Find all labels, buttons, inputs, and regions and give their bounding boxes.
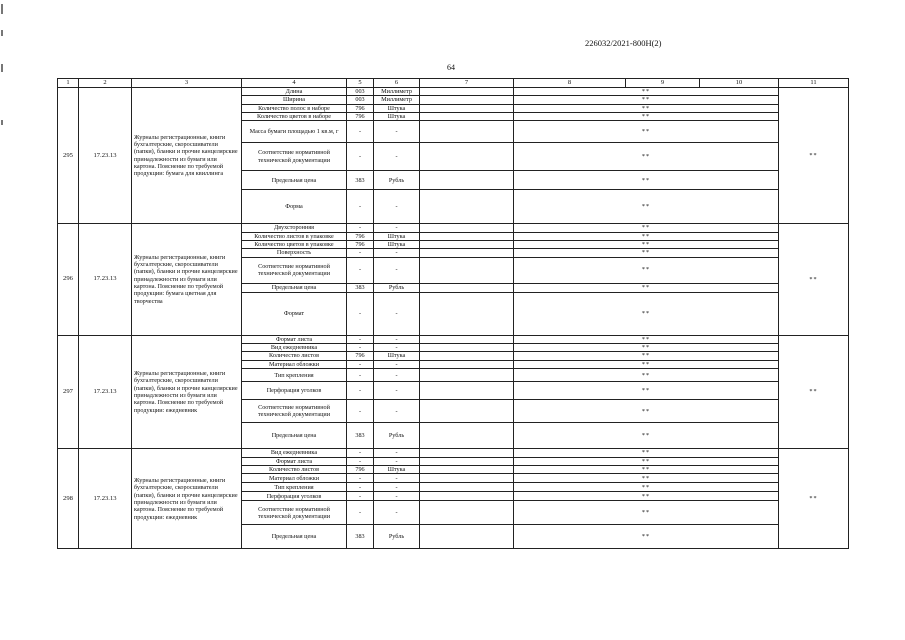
- unit-name: -: [374, 292, 420, 335]
- unit-name: Штука: [374, 112, 420, 120]
- okei-code: -: [347, 369, 374, 382]
- stars-value: **: [514, 96, 779, 104]
- unit-name: -: [374, 121, 420, 143]
- column-number: 8: [514, 79, 626, 88]
- okei-code: 383: [347, 283, 374, 292]
- product-name: Журналы регистрационные, книги бухгалтерские, скоросшиватели (папки), бланки и прочие канцелярские принадлежности из бумаги или картона. Пояснение по требуемой продукции: ежедневник: [132, 449, 242, 549]
- okei-code: 796: [347, 112, 374, 120]
- stars-value: **: [514, 423, 779, 449]
- column-7-value: [420, 335, 514, 343]
- stars-value: **: [514, 292, 779, 335]
- characteristic-name: Предельная цена: [242, 423, 347, 449]
- characteristic-name: Количество полос в наборе: [242, 104, 347, 112]
- unit-name: -: [374, 369, 420, 382]
- okei-code: 796: [347, 104, 374, 112]
- stars-value: **: [514, 449, 779, 457]
- stars-value: **: [514, 240, 779, 248]
- okei-code: 796: [347, 232, 374, 240]
- characteristic-name: Формат листа: [242, 335, 347, 343]
- characteristic-name: Соответствие нормативной технической документации: [242, 143, 347, 171]
- characteristic-name: Перфорация уголков: [242, 382, 347, 400]
- okei-code: -: [347, 400, 374, 423]
- okei-code: -: [347, 343, 374, 351]
- column-7-value: [420, 492, 514, 501]
- column-7-value: [420, 121, 514, 143]
- unit-name: Рубль: [374, 423, 420, 449]
- okei-code: -: [347, 121, 374, 143]
- characteristic-name: Количество листов в упаковке: [242, 232, 347, 240]
- stars-value: **: [514, 171, 779, 190]
- stars-value: **: [514, 343, 779, 351]
- characteristic-name: Материал обложки: [242, 361, 347, 369]
- stars-value: **: [779, 224, 849, 335]
- stars-value: **: [514, 88, 779, 96]
- stars-value: **: [779, 88, 849, 224]
- characteristic-name: Предельная цена: [242, 283, 347, 292]
- okei-code: 796: [347, 466, 374, 474]
- okei-code: 796: [347, 352, 374, 361]
- stars-value: **: [779, 449, 849, 549]
- okei-code: 383: [347, 171, 374, 190]
- stars-value: **: [514, 335, 779, 343]
- column-7-value: [420, 369, 514, 382]
- column-7-value: [420, 143, 514, 171]
- okpd-code: 17.23.13: [79, 449, 132, 549]
- column-number: 2: [79, 79, 132, 88]
- unit-name: -: [374, 492, 420, 501]
- okpd-code: 17.23.13: [79, 335, 132, 449]
- stars-value: **: [514, 361, 779, 369]
- characteristic-name: Количество цветов в упаковке: [242, 240, 347, 248]
- okpd-code: 17.23.13: [79, 88, 132, 224]
- column-number: 6: [374, 79, 420, 88]
- table-row: [58, 335, 849, 343]
- column-number: 1: [58, 79, 79, 88]
- column-7-value: [420, 232, 514, 240]
- characteristic-name: Количество листов: [242, 466, 347, 474]
- characteristic-name: Предельная цена: [242, 525, 347, 549]
- stars-value: **: [514, 525, 779, 549]
- stars-value: **: [514, 232, 779, 240]
- unit-name: Рубль: [374, 283, 420, 292]
- stars-value: **: [514, 457, 779, 465]
- okei-code: 383: [347, 525, 374, 549]
- stars-value: **: [514, 382, 779, 400]
- column-number: 3: [132, 79, 242, 88]
- column-7-value: [420, 224, 514, 232]
- unit-name: -: [374, 190, 420, 224]
- characteristic-name: Ширина: [242, 96, 347, 104]
- stars-value: **: [514, 112, 779, 120]
- okei-code: -: [347, 483, 374, 492]
- column-7-value: [420, 96, 514, 104]
- column-7-value: [420, 423, 514, 449]
- okei-code: -: [347, 382, 374, 400]
- unit-name: -: [374, 361, 420, 369]
- unit-name: Штука: [374, 466, 420, 474]
- column-7-value: [420, 112, 514, 120]
- characteristic-name: Вид ежедневника: [242, 343, 347, 351]
- stars-value: **: [514, 104, 779, 112]
- stars-value: **: [514, 483, 779, 492]
- unit-name: -: [374, 257, 420, 283]
- column-7-value: [420, 190, 514, 224]
- characteristic-name: Материал обложки: [242, 474, 347, 483]
- stars-value: **: [514, 466, 779, 474]
- unit-name: -: [374, 335, 420, 343]
- okei-code: -: [347, 474, 374, 483]
- row-number: 297: [58, 335, 79, 449]
- okei-code: 796: [347, 240, 374, 248]
- characteristic-name: Предельная цена: [242, 171, 347, 190]
- okpd-code: 17.23.13: [79, 224, 132, 335]
- column-7-value: [420, 400, 514, 423]
- product-name: Журналы регистрационные, книги бухгалтерские, скоросшиватели (папки), бланки и прочие канцелярские принадлежности из бумаги или картона. Пояснение по требуемой продукции: бумага для квиллинга: [132, 88, 242, 224]
- column-7-value: [420, 171, 514, 190]
- column-7-value: [420, 361, 514, 369]
- okei-code: 383: [347, 423, 374, 449]
- stars-value: **: [514, 474, 779, 483]
- stars-value: **: [514, 257, 779, 283]
- characteristic-name: Количество листов: [242, 352, 347, 361]
- unit-name: Штука: [374, 232, 420, 240]
- document-id: 226032/2021-800Н(2): [585, 38, 662, 48]
- unit-name: -: [374, 249, 420, 257]
- stars-value: **: [779, 335, 849, 449]
- okei-code: -: [347, 449, 374, 457]
- page-number: 64: [447, 63, 455, 72]
- column-7-value: [420, 474, 514, 483]
- characteristic-name: Поверхность: [242, 249, 347, 257]
- stars-value: **: [514, 283, 779, 292]
- column-number: 10: [700, 79, 779, 88]
- row-number: 298: [58, 449, 79, 549]
- characteristic-name: Соответствие нормативной технической документации: [242, 501, 347, 525]
- characteristic-name: Формат листа: [242, 457, 347, 465]
- column-number: 4: [242, 79, 347, 88]
- column-number: 11: [779, 79, 849, 88]
- column-7-value: [420, 283, 514, 292]
- table-row: [58, 88, 849, 96]
- unit-name: -: [374, 483, 420, 492]
- column-7-value: [420, 292, 514, 335]
- okei-code: -: [347, 143, 374, 171]
- okei-code: -: [347, 190, 374, 224]
- requirements-table: [57, 78, 849, 549]
- column-7-value: [420, 466, 514, 474]
- unit-name: Рубль: [374, 171, 420, 190]
- unit-name: Штука: [374, 104, 420, 112]
- column-7-value: [420, 525, 514, 549]
- unit-name: -: [374, 449, 420, 457]
- unit-name: -: [374, 457, 420, 465]
- stars-value: **: [514, 121, 779, 143]
- column-7-value: [420, 249, 514, 257]
- unit-name: Штука: [374, 352, 420, 361]
- okei-code: -: [347, 249, 374, 257]
- stars-value: **: [514, 190, 779, 224]
- column-7-value: [420, 104, 514, 112]
- characteristic-name: Длина: [242, 88, 347, 96]
- column-7-value: [420, 457, 514, 465]
- stars-value: **: [514, 400, 779, 423]
- unit-name: -: [374, 400, 420, 423]
- row-number: 296: [58, 224, 79, 335]
- characteristic-name: Перфорация уголков: [242, 492, 347, 501]
- product-name: Журналы регистрационные, книги бухгалтерские, скоросшиватели (папки), бланки и прочие канцелярские принадлежности из бумаги или картона. Пояснение по требуемой продукции: ежедневник: [132, 335, 242, 449]
- unit-name: -: [374, 224, 420, 232]
- characteristic-name: Соответствие нормативной технической документации: [242, 400, 347, 423]
- characteristic-name: Соответствие нормативной технической документации: [242, 257, 347, 283]
- okei-code: -: [347, 224, 374, 232]
- stars-value: **: [514, 492, 779, 501]
- okei-code: -: [347, 501, 374, 525]
- unit-name: -: [374, 343, 420, 351]
- unit-name: Штука: [374, 240, 420, 248]
- product-name: Журналы регистрационные, книги бухгалтерские, скоросшиватели (папки), бланки и прочие канцелярские принадлежности из бумаги или картона. Пояснение по требуемой продукции: бумага цветная для творчества: [132, 224, 242, 335]
- characteristic-name: Форма: [242, 190, 347, 224]
- column-7-value: [420, 343, 514, 351]
- unit-name: -: [374, 474, 420, 483]
- stars-value: **: [514, 224, 779, 232]
- unit-name: Рубль: [374, 525, 420, 549]
- scan-edge-marks: [0, 0, 6, 180]
- column-number-row: [58, 79, 849, 88]
- okei-code: -: [347, 292, 374, 335]
- table-row: [58, 449, 849, 457]
- table-row: [58, 224, 849, 232]
- unit-name: Миллиметр: [374, 88, 420, 96]
- okei-code: -: [347, 335, 374, 343]
- column-7-value: [420, 88, 514, 96]
- okei-code: -: [347, 257, 374, 283]
- column-7-value: [420, 352, 514, 361]
- column-number: 9: [626, 79, 700, 88]
- column-7-value: [420, 382, 514, 400]
- okei-code: -: [347, 457, 374, 465]
- okei-code: -: [347, 361, 374, 369]
- stars-value: **: [514, 501, 779, 525]
- stars-value: **: [514, 143, 779, 171]
- column-7-value: [420, 483, 514, 492]
- column-7-value: [420, 257, 514, 283]
- characteristic-name: Количество цветов в наборе: [242, 112, 347, 120]
- column-number: 7: [420, 79, 514, 88]
- stars-value: **: [514, 249, 779, 257]
- row-number: 295: [58, 88, 79, 224]
- okei-code: 003: [347, 88, 374, 96]
- unit-name: -: [374, 143, 420, 171]
- characteristic-name: Масса бумаги площадью 1 кв.м, г: [242, 121, 347, 143]
- characteristic-name: Двухсторонняя: [242, 224, 347, 232]
- characteristic-name: Вид ежедневника: [242, 449, 347, 457]
- characteristic-name: Тип крепления: [242, 483, 347, 492]
- unit-name: -: [374, 501, 420, 525]
- characteristic-name: Формат: [242, 292, 347, 335]
- column-7-value: [420, 240, 514, 248]
- column-7-value: [420, 449, 514, 457]
- okei-code: 003: [347, 96, 374, 104]
- stars-value: **: [514, 352, 779, 361]
- okei-code: -: [347, 492, 374, 501]
- unit-name: -: [374, 382, 420, 400]
- stars-value: **: [514, 369, 779, 382]
- column-number: 5: [347, 79, 374, 88]
- characteristic-name: Тип крепления: [242, 369, 347, 382]
- column-7-value: [420, 501, 514, 525]
- unit-name: Миллиметр: [374, 96, 420, 104]
